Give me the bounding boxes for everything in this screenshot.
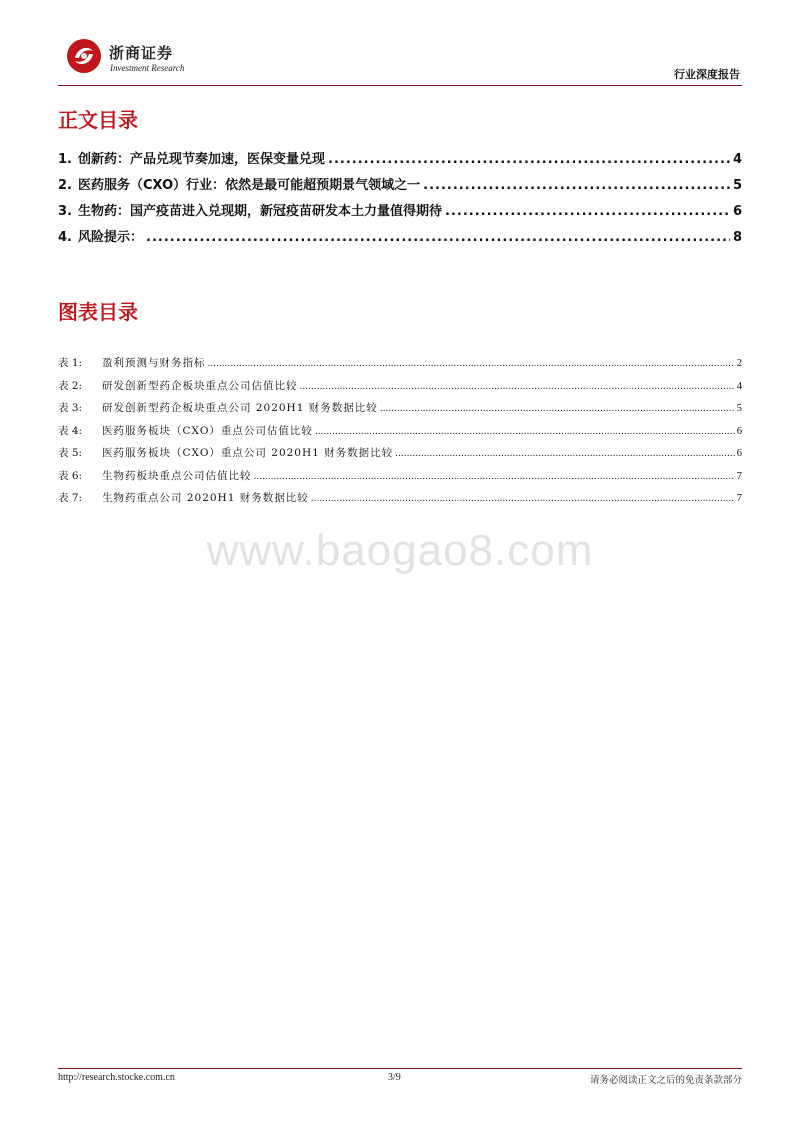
figure-item[interactable]	[58, 400, 742, 423]
figure-item[interactable]	[58, 355, 742, 378]
figure-item-label: 研发创新型药企板块重点公司 2020H1 财务数据比较	[102, 402, 378, 414]
figure-item-label: 生物药板块重点公司估值比较	[102, 469, 252, 482]
figure-item-page: 6	[736, 448, 742, 459]
figure-leader-dots	[315, 427, 735, 437]
toc-item-number: 2.	[58, 178, 72, 193]
toc-item-number: 4.	[58, 230, 72, 245]
toc-item-label: 医药服务（CXO）行业：依然是最可能超预期景气领域之一	[78, 178, 421, 193]
toc-item-number: 3.	[58, 204, 72, 219]
footer-divider	[58, 1068, 742, 1069]
toc-item[interactable]	[58, 174, 742, 200]
toc-item-page: 6	[732, 204, 742, 219]
figure-item-number: 表 2:	[58, 379, 83, 392]
toc-item[interactable]	[58, 200, 742, 226]
figure-item-number: 表 5:	[58, 447, 83, 459]
toc-leader-dots	[146, 230, 730, 245]
figure-item[interactable]	[58, 445, 742, 468]
toc-item-page: 8	[732, 230, 742, 245]
toc-leader-dots	[328, 152, 730, 167]
toc-list	[58, 148, 742, 252]
figure-leader-dots	[208, 359, 735, 369]
toc-item-label: 创新药：产品兑现节奏加速，医保变量兑现	[78, 152, 326, 167]
figure-item-label: 医药服务板块（CXO）重点公司估值比较	[102, 424, 313, 437]
figure-item-page: 6	[736, 425, 742, 437]
figure-item-page: 5	[736, 403, 742, 414]
toc-item-page: 4	[732, 152, 742, 167]
figure-item-page: 7	[736, 470, 742, 482]
footer-disclaimer: 请务必阅读正文之后的免责条款部分	[589, 1075, 742, 1086]
figure-leader-dots	[311, 494, 735, 504]
toc-item-page: 5	[732, 178, 742, 193]
toc-item-label: 风险提示：	[78, 230, 144, 245]
figures-section-title: 图表目录	[58, 300, 138, 324]
figure-leader-dots	[300, 382, 735, 392]
toc-item[interactable]	[58, 226, 742, 252]
toc-item-label: 生物药：国产疫苗进入兑现期，新冠疫苗研发本土力量值得期待	[78, 204, 443, 219]
figure-item[interactable]	[58, 378, 742, 401]
figure-item-number: 表 3:	[58, 402, 83, 414]
figure-item[interactable]	[58, 490, 742, 513]
toc-section-title: 正文目录	[58, 108, 138, 132]
toc-item-number: 1.	[58, 152, 72, 167]
figure-item-label: 医药服务板块（CXO）重点公司 2020H1 财务数据比较	[102, 447, 394, 459]
figure-item-label: 研发创新型药企板块重点公司估值比较	[102, 379, 298, 392]
figure-item-number: 表 1:	[58, 357, 83, 369]
toc-item[interactable]	[58, 148, 742, 174]
figure-item-page: 4	[736, 380, 742, 392]
brand-name-cn: 浙商证券	[109, 44, 174, 62]
figure-leader-dots	[254, 472, 735, 482]
watermark: www.baogao8.com	[206, 526, 594, 575]
figure-item[interactable]	[58, 423, 742, 446]
header-divider	[58, 85, 742, 86]
brand-name-en: Investment Research	[110, 63, 185, 73]
page-header	[58, 36, 742, 86]
footer-page-number: 3/9	[388, 1072, 401, 1083]
figure-item-page: 2	[736, 358, 742, 369]
figure-leader-dots	[380, 404, 735, 414]
figure-leader-dots	[395, 449, 735, 459]
report-type-label: 行业深度报告	[674, 68, 740, 81]
figures-list	[58, 355, 742, 513]
brand-logo-icon	[66, 38, 102, 74]
toc-leader-dots	[423, 178, 730, 193]
footer-url-link[interactable]: http://research.stocke.com.cn	[58, 1072, 175, 1083]
figure-item-page: 7	[736, 493, 742, 504]
figure-item-label: 盈利预测与财务指标	[102, 357, 206, 369]
figure-item-label: 生物药重点公司 2020H1 财务数据比较	[102, 492, 309, 504]
figure-item-number: 表 6:	[58, 469, 83, 482]
figure-item[interactable]	[58, 468, 742, 491]
figure-item-number: 表 7:	[58, 492, 83, 504]
toc-leader-dots	[445, 204, 730, 219]
figure-item-number: 表 4:	[58, 424, 83, 437]
